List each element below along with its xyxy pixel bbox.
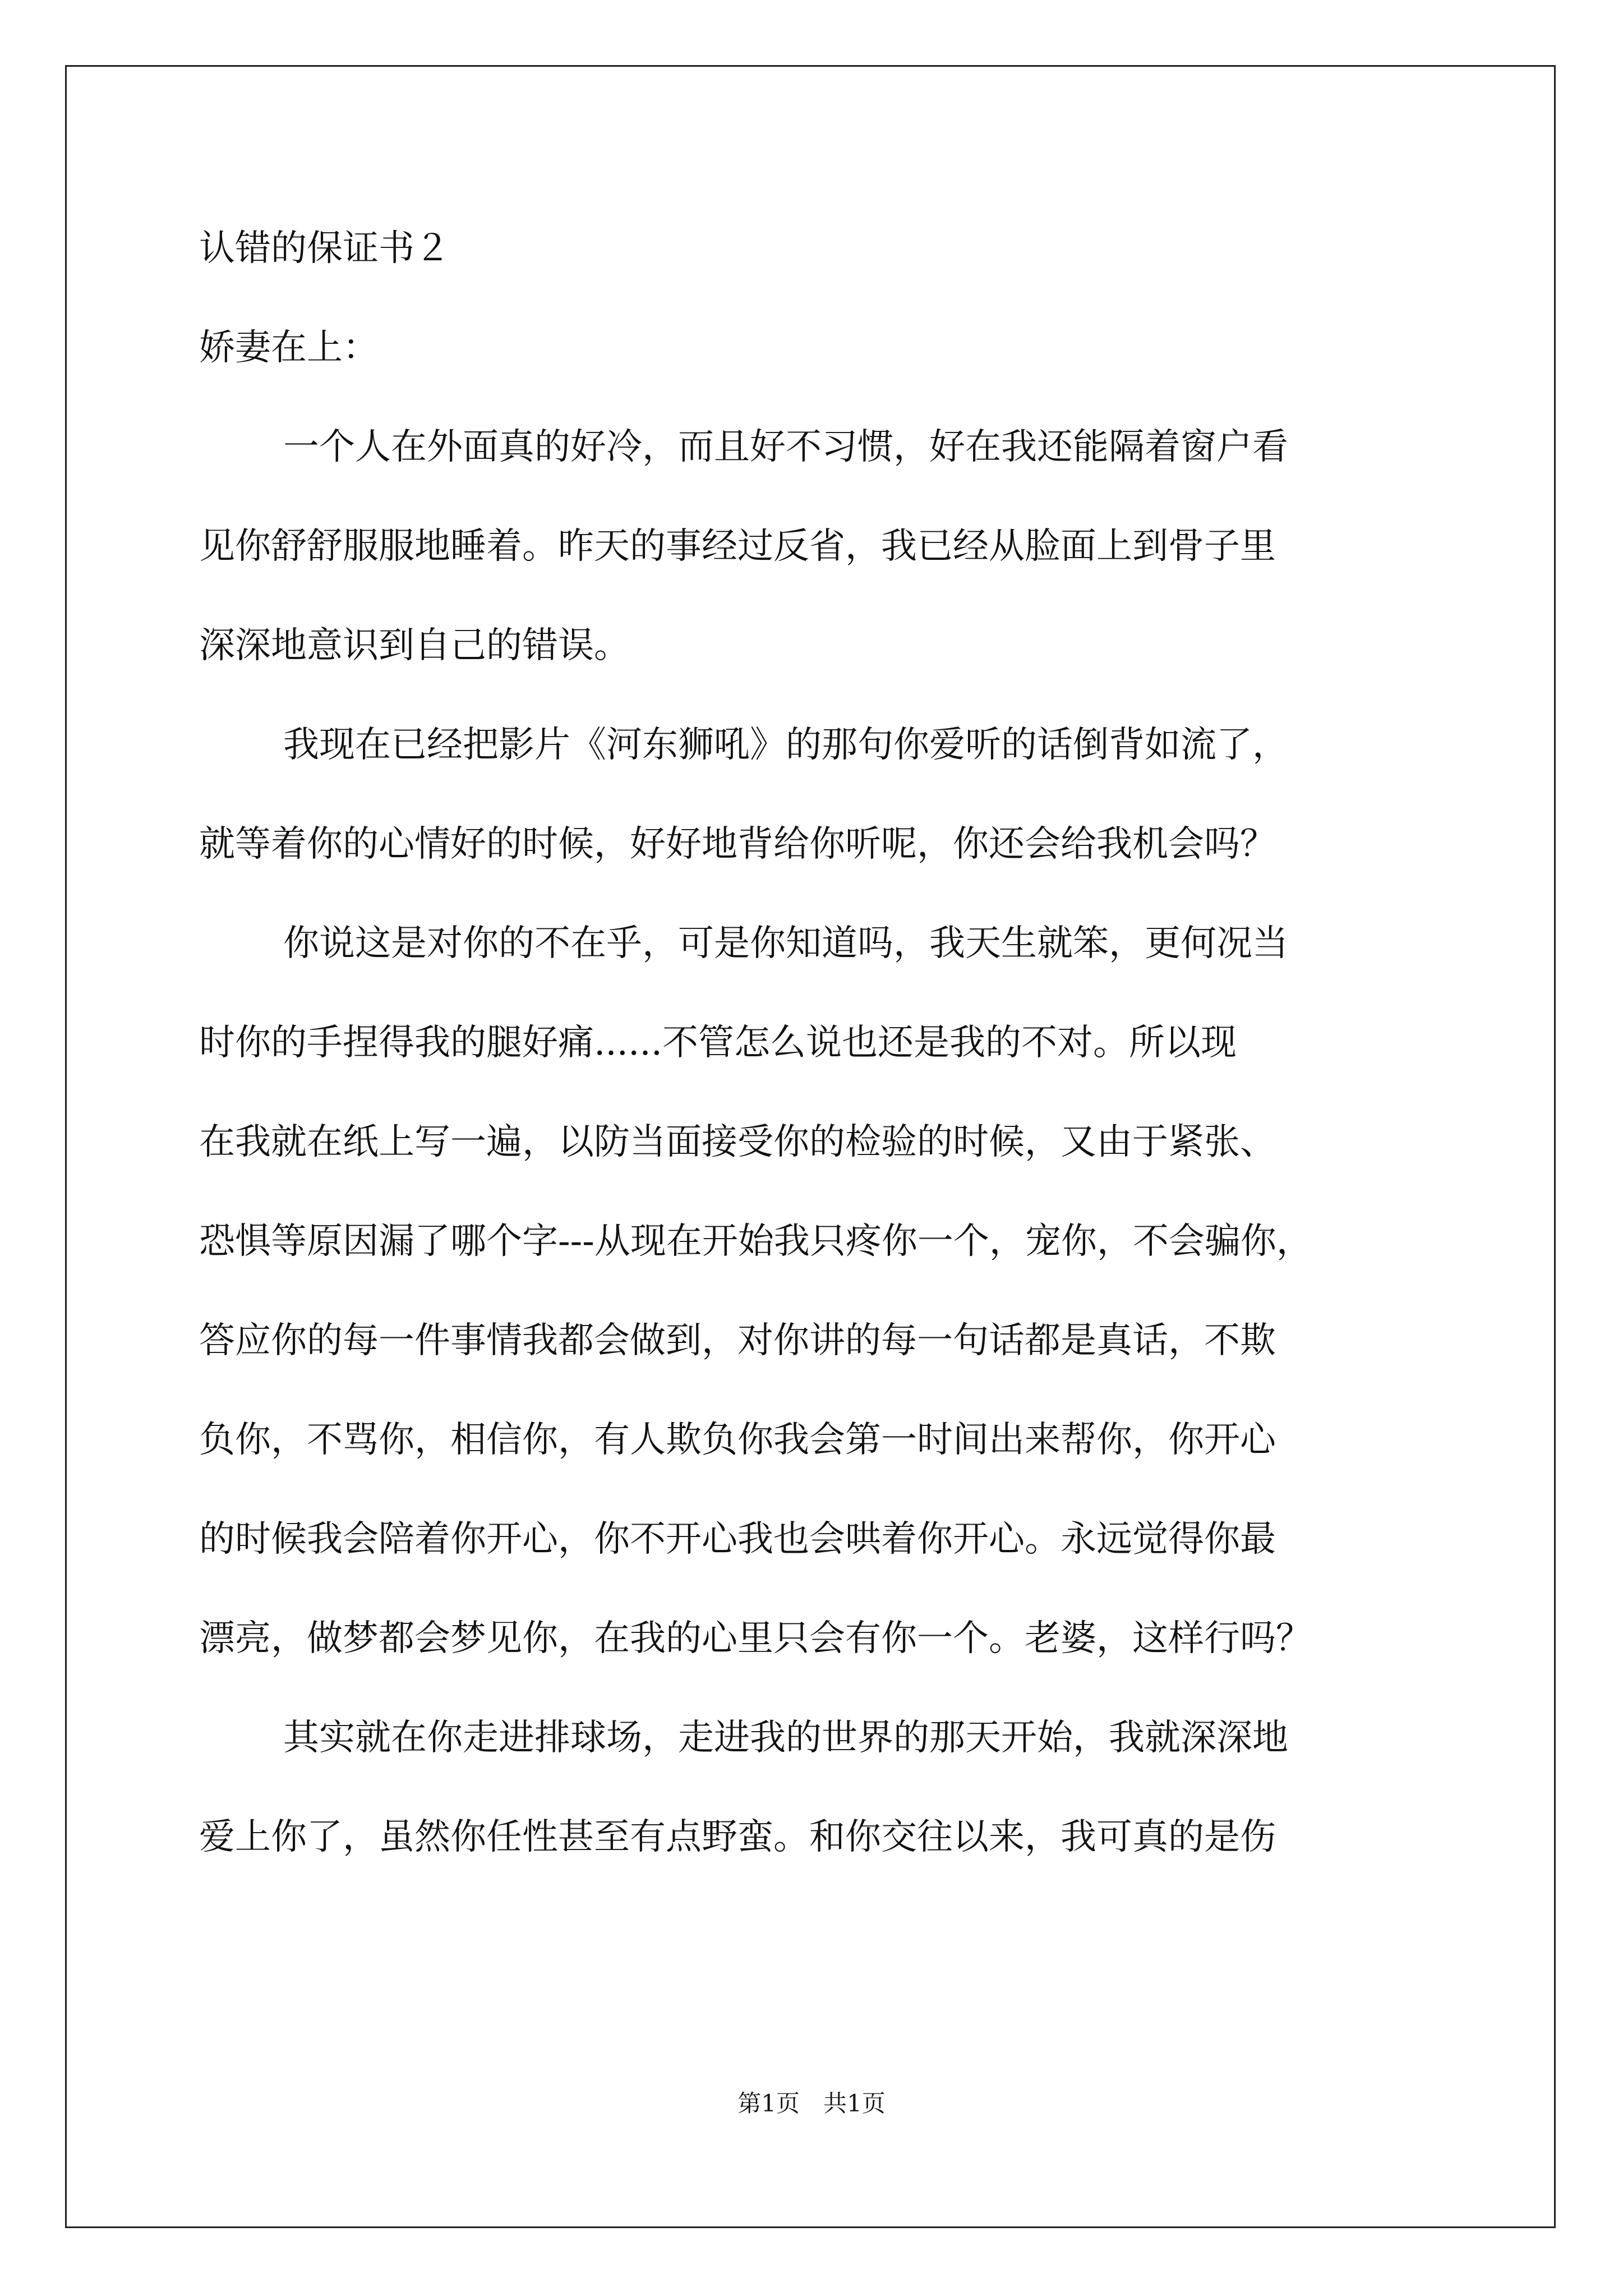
salutation: 娇妻在上：: [199, 327, 379, 369]
paragraph-3: [199, 917, 1433, 1665]
paragraph-line: 在我就在纸上写一遍，以防当面接受你的检验的时候，又由于紧张、: [199, 1121, 1276, 1163]
paragraph-line: 就等着你的心情好的时候，好好地背给你听呢，你还会给我机会吗？: [199, 823, 1276, 865]
paragraph-line: 深深地意识到自己的错误。: [199, 625, 630, 666]
paragraph-line: 见你舒舒服服地睡着。昨天的事经过反省，我已经从脸面上到骨子里: [199, 526, 1276, 567]
paragraph-line: 时你的手捏得我的腿好痛......不管怎么说也还是我的不对。所以现: [199, 1022, 1237, 1064]
paragraph-line: 漂亮，做梦都会梦见你，在我的心里只会有你一个。老婆，这样行吗？: [199, 1618, 1312, 1659]
paragraph-line: 恐惧等原因漏了哪个字---从现在开始我只疼你一个，宠你，不会骗你，: [199, 1221, 1312, 1262]
page-footer: 第1页 共1页: [737, 2090, 886, 2117]
paragraph-line: 答应你的每一件事情我都会做到，对你讲的每一句话都是真话，不欺: [199, 1320, 1276, 1361]
paragraph-1: [199, 420, 1433, 673]
document-title: 认错的保证书２: [199, 228, 450, 269]
paragraph-line: 一个人在外面真的好冷，而且好不习惯，好在我还能隔着窗户看: [283, 426, 1288, 468]
paragraph-2: [199, 718, 1433, 871]
paragraph-line: 你说这是对你的不在乎，可是你知道吗，我天生就笨，更何况当: [283, 923, 1288, 964]
paragraph-line: 负你，不骂你，相信你，有人欺负你我会第一时间出来帮你，你开心: [199, 1419, 1276, 1461]
paragraph-line: 其实就在你走进排球场，走进我的世界的那天开始，我就深深地: [283, 1717, 1288, 1759]
paragraph-line: 我现在已经把影片《河东狮吼》的那句你爱听的话倒背如流了，: [283, 724, 1288, 766]
document-body: [199, 222, 1433, 1910]
paragraph-line: 爱上你了，虽然你任性甚至有点野蛮。和你交往以来，我可真的是伤: [199, 1816, 1276, 1858]
paragraph-4: [199, 1711, 1433, 1864]
paragraph-line: 的时候我会陪着你开心，你不开心我也会哄着你开心。永远觉得你最: [199, 1519, 1276, 1560]
